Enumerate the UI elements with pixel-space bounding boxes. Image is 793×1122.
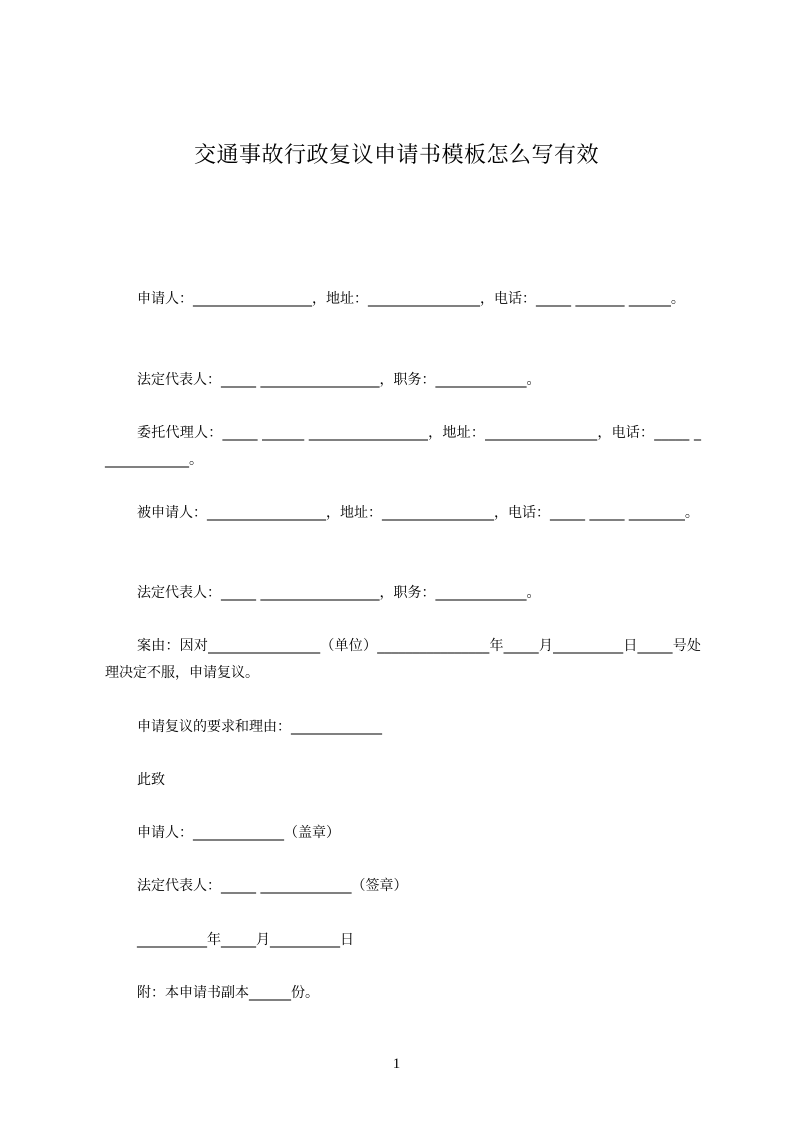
- salutation-paragraph: 此致: [137, 772, 165, 788]
- applicant-seal-paragraph: 申请人：_____________（盖章）: [137, 825, 340, 841]
- agent-paragraph: 委托代理人：_____ ______ _________________，地址：________________，电话：_____ _____________。: [105, 425, 701, 468]
- date-paragraph: __________年_____月__________日: [137, 932, 354, 948]
- copies-paragraph: 附：本申请书副本______份。: [137, 985, 319, 1001]
- page-number: 1: [392, 1056, 401, 1072]
- applicant-paragraph: 申请人：_________________，地址：________________，电话：_____ _______ ______。: [137, 291, 685, 307]
- request-and-reason-paragraph: 申请复议的要求和理由：_____________: [137, 719, 382, 735]
- legal-representative-signature-paragraph: 法定代表人：_____ _____________（签章）: [137, 878, 408, 894]
- legal-representative-paragraph: 法定代表人：_____ _________________，职务：_____________。: [137, 372, 541, 388]
- respondent-paragraph: 被申请人：_________________，地址：________________，电话：_____ _____ ________。: [137, 505, 699, 521]
- respondent-legal-representative-paragraph: 法定代表人：_____ _________________，职务：_____________。: [137, 585, 541, 601]
- case-cause-paragraph: 案由：因对________________（单位）________________年_____月__________日_____号处理决定不服，申请复议。: [105, 638, 701, 681]
- document-title: 交通事故行政复议申请书模板怎么写有效: [193, 143, 599, 168]
